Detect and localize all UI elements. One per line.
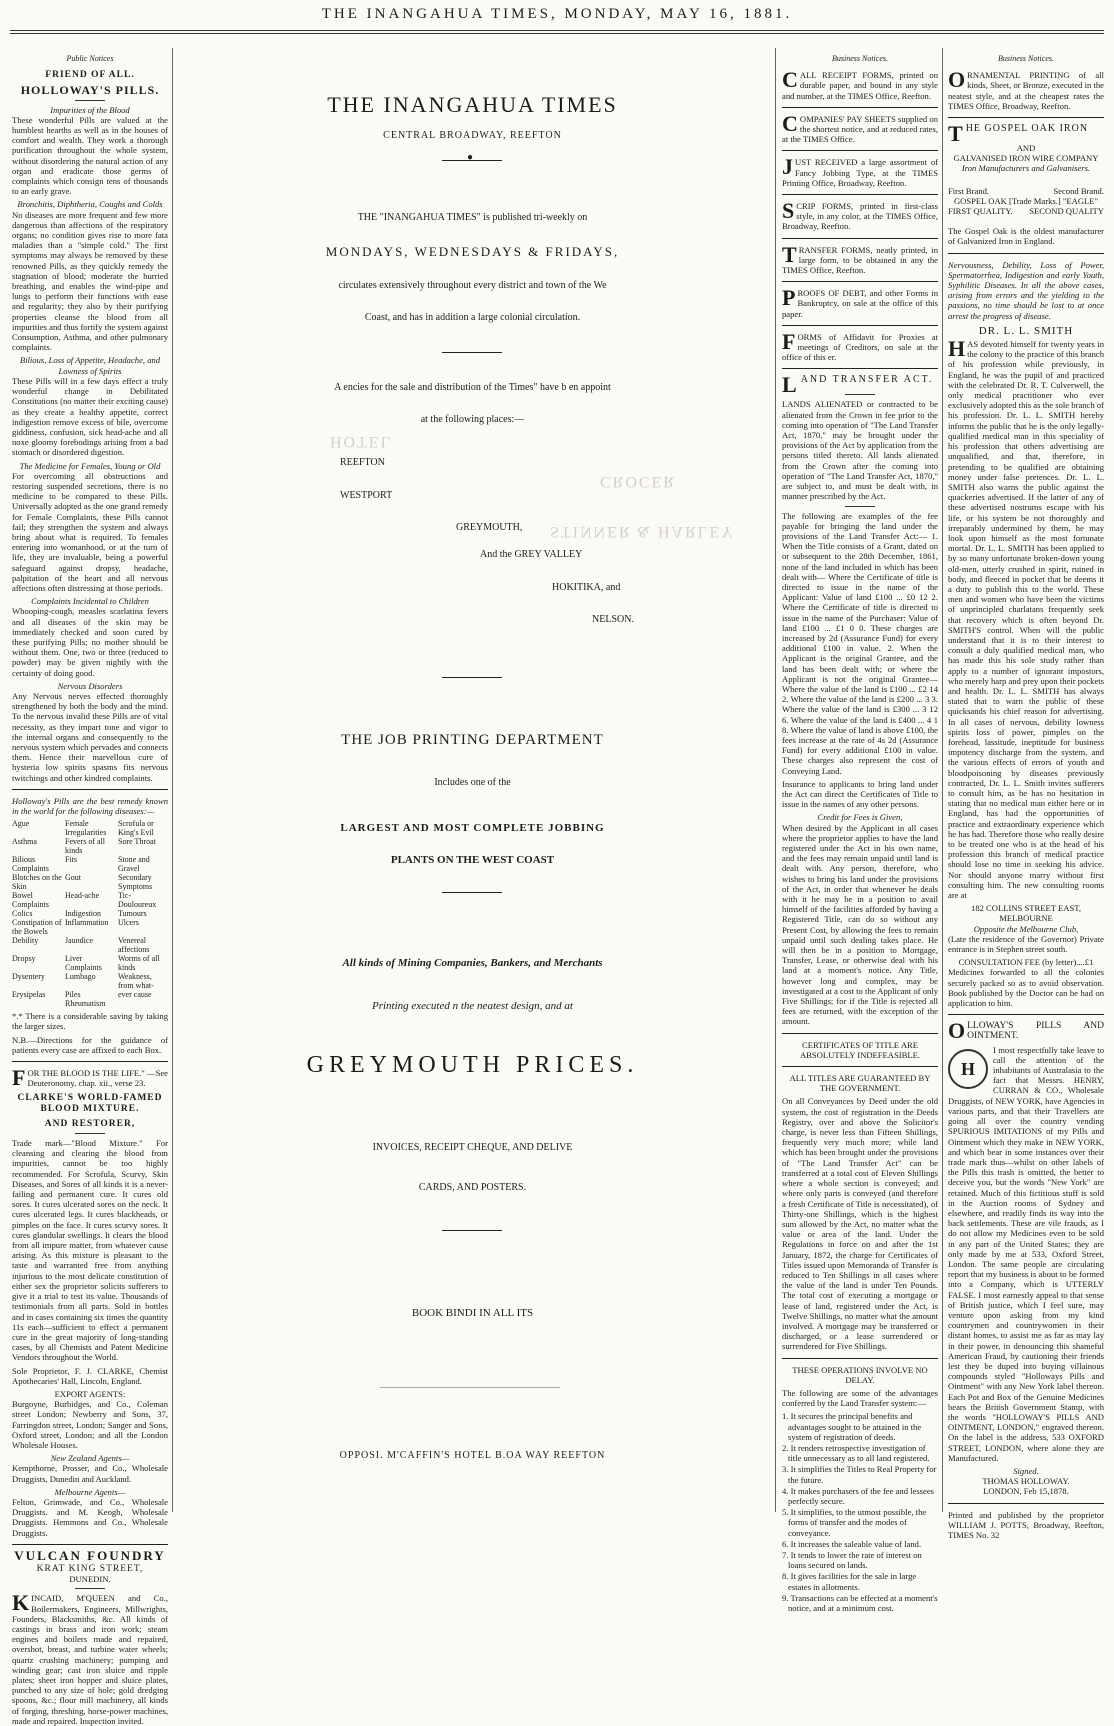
separator <box>442 892 502 893</box>
certificates-title: CERTIFICATES OF TITLE ARE ABSOLUTELY INDEFEASIBLE. <box>799 1039 921 1060</box>
brand-second: Second Brand. <box>1053 185 1104 196</box>
agencies-text: at the following places:— <box>420 414 525 425</box>
brand-first: First Brand. <box>948 185 990 196</box>
section-head: Bronchitis, Diphtheria, Coughs and Colds <box>17 199 163 210</box>
column-divider <box>172 48 173 1512</box>
notice-type: JUST RECEIVED a large assortment of Fancy Jobbing Type, at the TIMES Printing Office, Broadway, Reefton. <box>782 154 938 188</box>
agency-place: HOKITIKA, and <box>552 582 621 593</box>
paper-address: CENTRAL BROADWAY, REEFTON <box>383 130 562 141</box>
body-text: Whooping-cough, measles scarlatina fevers and all diseases of the skin may be immediately checked and soon cured by these purifying Pills; no mother should be without them. One, two or three (reduced to powder) may be given nightly with the certainty of doing good. <box>12 606 168 678</box>
remedy-item: Dysentery <box>12 972 45 982</box>
gospel-company: GALVANISED IRON WIRE COMPANY <box>953 153 1099 164</box>
separator <box>75 1588 105 1589</box>
remedy-item: Asthma <box>12 837 37 847</box>
divider <box>782 1033 938 1034</box>
nervousness-text: Nervousness, Debility, Loss of Power, Spermatorrhea, Indigestion and early Youth, Syphilitic Diseases. In all the above cases, arising from errors and the yielding to the passions, no time should be lost to at once arrest the progress of disease. <box>948 259 1104 321</box>
column-public-notices <box>12 52 168 1726</box>
paper-title: THE INANGAHUA TIMES <box>327 92 618 117</box>
divider <box>782 107 938 108</box>
separator <box>380 1387 560 1388</box>
notice-transfer: TRANSFER FORMS, neatly printed, in large form, to be obtained in any the TIMES Office, Reefton. <box>782 241 938 276</box>
remedy-item: Colics <box>12 909 33 919</box>
intro-text: THE "INANGAHUA TIMES" is published tri-weekly on <box>357 212 588 223</box>
remedy-item: Tic-Douloureux <box>118 891 157 910</box>
show-through-text: CROCER <box>600 473 677 490</box>
body-text: Any Nervous nerves effected thoroughly strengthened by both the body and the mind. To the nervous invalid these Pills are of vital necessity, as they impart tone and vigor to the internal organs and consequently to the nervous system which pervades and connects them. Hence their marvellous cure of hysteria low spirits spasms fits nervous twitchings and other kindred complaints. <box>12 690 168 783</box>
section-head: EXPORT AGENTS: <box>54 1388 126 1399</box>
bookbinding-text: BOOK BINDI IN ALL ITS <box>411 1307 534 1319</box>
agency-place: NELSON. <box>592 614 634 625</box>
divider <box>782 194 938 195</box>
remedy-item: ever cause <box>118 990 152 1000</box>
circulation-text: circulates extensively throughout every district and town of the We <box>338 280 607 291</box>
body-text: Kempthorne, Prosser, and Co., Wholesale Druggists, Dunedin and Auckland. <box>12 1463 168 1484</box>
body-text: Felton, Grimwade, and Co., Wholesale Druggists. and M. Keogh, Wholesale Druggists. Hemmons and Co., Wholesale Druggists. <box>12 1496 168 1538</box>
remedy-item: Ulcers <box>118 918 139 928</box>
notice-proofs: PROOFS OF DEBT, and other Forms in Bankruptcy, on sale at the office of this paper. <box>782 285 938 319</box>
remedy-item: Sore Throat <box>118 837 156 847</box>
remedy-item <box>118 999 168 1008</box>
separator <box>442 352 502 353</box>
gospel-text: The Gospel Oak is the oldest manufacturer of Galvanized Iron in England. <box>948 226 1104 247</box>
masthead-rule-top <box>10 30 1104 31</box>
remedy-item: Liver Complaints <box>65 954 102 973</box>
land-transfer-title: LAND TRANSFER ACT. <box>782 372 934 398</box>
remedy-item: Gout <box>65 873 81 883</box>
divider <box>782 325 938 326</box>
guaranteed-title: ALL TITLES ARE GUARANTEED BY THE GOVERNMENT. <box>789 1073 931 1094</box>
kincaid-text: KINCAID, M'QUEEN and Co., Boilermakers, Engineers, Millwrights, Founders, Blacksmiths, &c. All kinds of castings in brass and iron work; steam engines and boilers made and repaired, overshot, breast, and turbine water wheels; quartz crushing machinery; pumping and winding gear; cast iron sluice and ripple plates; sheet iron hopper and sluice plates, punched to any size of hole; gold dredging spoons, &c.; flour mill machinery, all kinds of forging, threshing, horse-power machines, made and repaired. Inspection invited. <box>12 1590 168 1726</box>
remedy-item: Fevers of all kinds <box>65 837 105 856</box>
remedy-item: Secondary Symptoms <box>118 873 153 892</box>
saving-note: *.* There is a considerable saving by taking the larger sizes. <box>12 1011 168 1032</box>
column-header: Business Notices. <box>998 54 1054 63</box>
gospel-and: AND <box>1016 143 1036 154</box>
gospel-manufacturers: Iron Manufacturers and Galvanisers. <box>961 163 1091 174</box>
show-through-text: HOTEL <box>330 433 393 450</box>
body-text: These Pills will in a few days effect a truly wonderful change in Debilitated Constitutions (no matter their exciting cause) as they create a healthy appetite, correct indigestion remove excess of bile, overcome giddiness, confusion, sick head-ache and all noxe gloomy forebodings arising from a bad stomach or disordered digestion. <box>12 375 168 458</box>
includes-text: Includes one of the <box>434 777 511 788</box>
smith-text: HAS devoted himself for twenty years in the colony to the practice of this branch of his profession while previously, in England, he was the pupil of and practiced with the celebrated Dr. R. T. Culverwell, the only medical practitioner who ever exclusively adopted this as the sole branch of his profession. Dr. L. L. SMITH hereby informs the public that he is the only legally-qualified medical man in this speciality of his profession that others advertising are unqualified, and that, therefore, in pretending to be qualified are obtaining money under false pretences. Dr. L. L. SMITH also warns the public against the quackeries advertised. If the latter of any of these advertised nostrums escape with his life, or his system be not thoroughly and irreparably undermined by them, he may look upon himself as the most fortunate mortal. Dr. L. L. SMITH has been applied to by so many unfortunate broken-down young old-men, utterly crushed in spirit, ruined in body, and fleeced in pocket that he deems it a duty to publish this to the world. These men and women who have been the victims of unprincipled charlatans frequently seek that recovery which is often beyond Dr. SMITH'S control. When will the public understand that it is to their interest to consult a duly qualified medical man, who has made this his sole study rather than apply to a number of ignorant impostors, who merely harp and prey upon their pockets and health. Dr. L. L. SMITH has always stated that to warn the public of these quicksands his chief reason for advertising. In all cases of nervous, debility lowness spirits loss of power, pimples on the forehead, lassitude, ineptitude for business impotency discharge from the system, and the various effects of errors of youth and bloodpoisoning by diseases previously contracted, Dr. L. L. Smith invites sufferers to consult him, as he has no hesitation in stating that no medical man either here or in England, has had the opportunities of practice and extraordinary experience which he has had. Therefore those who really desire to be treated one who is at the head of his profession this branch of medical practice should lose no time in seeking his advice. Nor should anyone marry without first consulting him. The new consulting rooms are at <box>948 336 1104 901</box>
list-item: 3. It simplifies the Titles to Real Property for the future. <box>782 1464 937 1485</box>
agency-place: WESTPORT <box>340 490 393 501</box>
signature-date: LONDON, Feb 15,1878. <box>983 1486 1069 1497</box>
notice-pay-sheets: COMPANIES' PAY SHEETS supplied on the shortest notice, and at reduced rates, at the TIMES Office. <box>782 110 938 145</box>
divider <box>948 117 1104 118</box>
divider <box>12 1544 168 1545</box>
proprietor-text: Sole Proprietor, F. J. CLARKE, Chemist Apothecaries' Hall, Lincoln, England. <box>12 1365 168 1386</box>
separator <box>845 394 875 395</box>
section-head: Complaints Incidental to Children <box>31 596 149 607</box>
section-head: Nervous Disorders <box>57 680 123 691</box>
remedy-intro: Holloway's Pills are the best remedy known in the world for the following diseases:— <box>12 795 168 817</box>
column-times-advert <box>180 52 765 1512</box>
remedy-item: Worms of all kinds <box>118 954 160 973</box>
notice-forms: FORMS of Affidavit for Proxies at meetings of Creditors, on sale at the office of this er. <box>782 328 938 363</box>
divider <box>782 150 938 151</box>
ornament-dot: ● <box>467 152 474 163</box>
remedy-item: Bowel Complaints <box>12 891 49 910</box>
body-text: On all Conveyances by Deed under the old system, the cost of registration in the Deeds Registry, over and above the Solicitor's charge, is never less than Fifteen Shillings, frequently very much more; while land which has been brought under the provisions of "The Land Transfer Act" can be transferred at a total cost of Eleven Shillings where a whole section is conveyed; and where only parts is conveyed (and therefore a fresh Certificate of Title is necessitated), of Thirty-one Shillings, which is the highest sum allowed by the Act, no matter what the value or area of the land. Under the Regulations in force on and after the 1st January, 1872, the charge for Certificates of Titles issued upon Memoranda of Transfer is reduced to Ten Shillings in all cases where the value of the land is under Ten Pounds. The total cost of executing a mortgage or lease of land, registered under the Act, is Twelve Shillings, no matter what the amount involved. A mortgage may be transferred or discharged, or a lease surrendered or surrendered for Five Shillings. <box>782 1096 938 1352</box>
holloway-notice-text: H I most respectfully take leave to call the attention of the inhabitants of Australasia to the fact that Messrs. HENRY, CURRAN & CO., Wholesale Druggists, of NEW YORK, have Agencies in various parts, and that their Travellers are going all over the country vending SPURIOUS IMITATIONS of my Pills and Ointment which they make in NEW YORK, and which bear in some instances over their trade mark thus—whilst on other labels of the Pills this trash is omitted, the better to deceive you, but the words "New York" are retained. Much of this fictitious stuff is sold in the Auction rooms of Sydney and elsewhere, and readily finds its way into the back settlements. These are vile frauds, as I do not allow my Medicines even to be sold in any part of the United States; they are only made by me at 533, Oxford Street, London. The same people are circulating report that my business is about to be formed into a Company, which is UTTERLY FALSE. I most earnestly appeal to that sense of British justice, which I feel sure, may venture upon asking from my kind countrymen and countrywomen in their distant homes, to assist me as far as may lay in their power, in denouncing this shameful American Fraud, by cautioning their friends lest they be duped into buying villainous compounds styled "Holloways Pills and Ointment" with any New York label thereon. Each Pot and Box of the Genuine Medicines bears the British Government Stamp, with the words "HOLLOWAY'S PILLS AND OINTMENT, LONDON," engraved thereon. On the label is the address, 533 OXFORD STREET, LONDON, where alone they are Manufactured. <box>948 1044 1104 1463</box>
remedy-item: Stone and Gravel <box>118 855 150 874</box>
printing-text: Printing executed n the neatest design, and at <box>371 1000 573 1012</box>
divider <box>782 368 938 369</box>
blood-title: FOR THE BLOOD IS THE LIFE." —See Deuteronomy, chap. xii., verse 23. <box>12 1065 168 1091</box>
clarkes-title: CLARKE'S WORLD-FAMED BLOOD MIXTURE. <box>17 1093 163 1114</box>
remedy-item: Dropsy <box>12 954 36 964</box>
remedy-item: Bilious Complaints <box>12 855 49 874</box>
remedy-item: Ague <box>12 819 30 829</box>
opposite-text: OPPOSI. M'CAFFIN'S HOTEL B.OA WAY REEFTON <box>339 1450 606 1461</box>
vulcan-city: DUNEDIN. <box>69 1574 111 1585</box>
remedy-item: Jaundice <box>65 936 93 946</box>
body-text: No diseases are more frequent and few more dangerous than affections of the respiratory organs; no condition gives rise to more fata maladies than a "simple cold." The first symptoms may always be removed by these renowned Pills, as they quickly remedy the stagnation of blood; moderate the hurried breathing, and enables the wind-pipe and lungs to perform their functions with ease and regularity; they also by their purifying properties cleanse the blood from all impurities and thus fortify the system against Consumption, Asthma, and other pulmonary complaints. <box>12 209 168 353</box>
agency-place: GREYMOUTH, <box>456 522 523 533</box>
section-head: Melbourne Agents— <box>54 1486 126 1497</box>
separator <box>845 506 875 507</box>
cards-text: CARDS, AND POSTERS. <box>418 1182 527 1193</box>
list-item: 2. It renders retrospective investigation of title unnecessary as to all land registered. <box>782 1442 930 1464</box>
column-divider <box>942 48 943 1512</box>
notice-ornamental: ORNAMENTAL PRINTING of all kinds, Sheet, or Bronze, executed in the neatest style, and at the cheapest rates the TIMES Office, Broadway, Reefton. <box>948 67 1104 111</box>
remedy-item: Rheumatism <box>65 999 106 1009</box>
brand-row <box>948 186 1104 196</box>
column-divider <box>775 48 776 1512</box>
body-text: LANDS ALIENATED or contracted to be alienated from the Crown in fee prior to the coming into operation of "The Land Transfer Act, 1870," may be brought under the provisions of the Act by application from the persons titled thereto. All lands alienated from the Crown after the coming into operation of "The Land Transfer Act, 1870," are subject to, and must be dealt with, in manner prescribed by the Act. <box>782 399 938 502</box>
masthead: THE INANGAHUA TIMES, MONDAY, MAY 16, 1881. <box>321 6 793 22</box>
vulcan-street: KRAT KING STREET, <box>36 1563 144 1574</box>
holloway-notice-title: OLLOWAY'S PILLS AND OINTMENT. <box>948 1018 1104 1044</box>
body-text: Burgoyne, Burbidges, and Co., Coleman street London; Newberry and Sons, 37, Farringdon street, London; Sanger and Sons, Oxford street, London; and all the London Wholesale Houses. <box>12 1399 168 1450</box>
smith-forward: Medicines forwarded to all the colonies securely packed so as to avoid observation. Book published by the Doctor can be had on application to him. <box>948 967 1104 1009</box>
holloway-title: HOLLOWAY'S PILLS. <box>20 83 160 98</box>
section-head: Impurities of the Blood <box>50 104 130 115</box>
divider <box>948 253 1104 254</box>
column-business-notices-2 <box>948 52 1104 1541</box>
smith-address: 182 COLLINS STREET EAST, MELBOURNE <box>971 903 1081 924</box>
remedy-item <box>12 999 62 1008</box>
friend-title: FRIEND OF ALL. <box>45 70 135 81</box>
list-item: 4. It makes purchasers of the fee and lessees perfectly secure. <box>782 1485 935 1506</box>
remedy-item: Venereal affections <box>118 936 150 955</box>
plants-text: PLANTS ON THE WEST COAST <box>390 854 555 866</box>
restorer-title: AND RESTORER, <box>44 1118 136 1129</box>
column-business-notices <box>782 52 938 1614</box>
agencies-text: A encies for the sale and distribution of the Times" have b en appoint <box>334 382 611 393</box>
list-item: 9. Transactions can be effected at a moment's notice, and at a minimum cost. <box>782 1592 938 1614</box>
holloway-seal-icon: H <box>948 1049 988 1089</box>
remedy-item: Head-ache <box>65 891 100 901</box>
section-head: Bilious, Loss of Appetite, Headache, and Lowness of Spirits <box>19 355 161 376</box>
notice-scrip: SCRIP FORMS, printed in first-class style, in any color, at the TIMES Office, Broadway, Reefton. <box>782 198 938 232</box>
kinds-text: All kinds of Mining Companies, Bankers, and Merchants <box>342 957 603 969</box>
greymouth-prices: GREYMOUTH PRICES. <box>306 1052 639 1078</box>
brand-mark: GOSPEL OAK [Trade Marks.] "EAGLE" <box>953 195 1099 206</box>
remedy-item: Constipation of the Bowels <box>12 918 62 937</box>
divider <box>948 1014 1104 1015</box>
divider <box>782 1358 938 1359</box>
quality-first: FIRST QUALITY. <box>948 206 1013 217</box>
smith-opposite: Opposite the Melbourne Club, <box>973 923 1079 934</box>
remedy-item: Weakness, from what- <box>118 972 154 991</box>
smith-late: (Late the residence of the Governor) Private entrance is in Stephen street south. <box>948 933 1104 955</box>
remedy-item: Indigestion <box>65 909 101 919</box>
largest-text: LARGEST AND MOST COMPLETE JOBBING <box>340 822 605 834</box>
gospel-title: THE GOSPEL OAK IRON <box>948 121 1089 147</box>
list-item: 8. It gives facilities for the sale in large estates in allotments. <box>782 1571 917 1592</box>
divider <box>782 281 938 282</box>
vulcan-title: VULCAN FOUNDRY <box>14 1547 166 1563</box>
body-text: The following are examples of the fee payable for bringing the land under the provisions of the Land Transfer Act:— 1. When the Title consists of a Grant, dated on or subsequent to the 28th December, 1861, none of the land included in which has been dealt with— Where the Certificate of title is directed to issue in the name of the Applicant: Value of land £100 ... £0 12 2. Where the Certificate of title is directed to issue in the name of the Purchaser: Value of land £100 ... £1 0 0. These charges are increased by 2d (Assurance Fund) for every additional £100 in value. 2. When the Applicant is the original Grantee, and the land has been dealt with; or where the Applicant is not the original Grantee— Where the value of the land is £100 ... £2 14 2. Where the value of the land is £200 ... 3 3. Where the value of the land is £300 ... 3 12 6. Where the value of the land is £400 ... 4 1 8. Where the value of land is above £100, the fees increase at the rate of 4s 2d (Assurance Fund) for every additional £100 in value. These charges also represent the cost of Conveying Land. <box>782 510 938 776</box>
remedy-item: Tumours <box>118 909 147 919</box>
signature: THOMAS HOLLOWAY. <box>982 1476 1070 1487</box>
list-item: 5. It simplifies, to the utmost possible, the forms of transfer and the modes of conveyance. <box>782 1507 927 1538</box>
remedy-item: Erysipelas <box>12 990 46 1000</box>
show-through-text: STINNER & HARLEY <box>550 523 735 540</box>
remedy-item: Blotches on the Skin <box>12 873 62 892</box>
body-text: Insurance to applicants to bring land under the Act can direct the Certificates of Title to issue in the names of any other persons. <box>782 778 938 810</box>
remedy-item: Inflammation <box>65 918 109 928</box>
operations-title: THESE OPERATIONS INVOLVE NO DELAY. <box>792 1364 928 1385</box>
remedy-item: Piles <box>65 990 81 1000</box>
remedy-item: Female Irregularities <box>65 819 107 838</box>
job-printing-title: THE JOB PRINTING DEPARTMENT <box>341 732 604 748</box>
remedy-item: Scrofula or King's Evil <box>118 819 154 838</box>
separator <box>75 1133 105 1134</box>
section-head: New Zealand Agents— <box>50 1453 130 1464</box>
remedy-item: Debility <box>12 936 39 946</box>
body-text: For overcoming all obstructions and restoring suspended secretions, there is no medicine to be compared to these Pills. Universally adopted as the one grand remedy for Female Complaints, these Pills cannot fail; they strengthen the system and always bring about what is required. To females entering into womanhood, or at the turn of life, they are invaluable, being a powerful safeguard against dropsy, headache, palpitation of the heart and all nervous affections often distressing at those periods. <box>12 470 168 593</box>
smith-title: DR. L. L. SMITH <box>978 324 1074 337</box>
circulation-text: Coast, and has in addition a large colonial circulation. <box>364 312 581 323</box>
quality-second: SECOND QUALITY <box>1029 206 1104 217</box>
body-text: These wonderful Pills are valued at the humblest hearths as well as in the houses of comfort and wealth. They work a thorough purification throughout the whole system, without disordering the natural action of any organ and eradicate those germs of complaints which consign tens of thousands to an early grave. <box>12 114 168 197</box>
masthead-rule-bottom <box>10 33 1104 34</box>
divider <box>948 1503 1104 1504</box>
agency-place: And the GREY VALLEY <box>480 549 583 560</box>
divider <box>12 789 168 790</box>
remedy-item: Lumbago <box>65 972 96 982</box>
body-text: When desired by the Applicant in all cases where the proprietor applies to have the land registered under the Act in his own name, and the fees may remain unpaid until land is dealt with. Any person, therefore, who wishes to bring his land under the provisions of the Act, in order that whenever he deals with it he may be in a position to avail himself of the facilities afforded by having a Registered Title, can do so without any Present Cost, by allowing the fees to remain unpaid until such dealing takes place. He will then be in a position to Mortgage, Transfer, Lease, or otherwise deal with his land at a moment's notice. Any Title, however long and complex, may be investigated at a cost to the Applicant of only Five Shillings; for if the Title is rejected all fees are returned, with the exception of the amount. <box>782 822 938 1027</box>
separator <box>75 100 105 101</box>
smith-fee: CONSULTATION FEE (by letter)....£1 <box>958 957 1094 968</box>
publication-days: MONDAYS, WEDNESDAYS & FRIDAYS, <box>325 244 620 259</box>
divider <box>12 1061 168 1062</box>
list-item: 1. It secures the principal benefits and advantages sought to be attained in the system of registration of deeds. <box>782 1411 922 1442</box>
separator <box>442 1230 502 1231</box>
list-item: 6. It increases the saleable value of land. <box>782 1538 922 1549</box>
body-text: The following are some of the advantages conferred by the Land Transfer system:— <box>782 1387 938 1409</box>
separator <box>442 677 502 678</box>
imprint: Printed and published by the proprietor WILLIAM J. POTTS, Broadway, Reefton, TIMES No. 32 <box>948 1509 1104 1541</box>
body-text: Trade mark—"Blood Mixture." For cleansing and clearing the blood from impurities, cannot be too highly recommended. For Scrofula, Scurvy, Skin Diseases, and Sores of all kinds it is a never-failing and permanent cure. It cures old sores. It cures ulcerated sores on the neck. It cures ulcerated legs. It cures blackheads, or pimples on the face. It cures scurvy sores. It cures glandular swellings. It clears the blood from all impure matter, from whatever cause arising. As this mixture is pleasant to the taste and warranted free from anything injurious to the most delicate constitution of either sex the proprietor solicits sufferers to give it a trial to test its value. Thousands of testimonials from all parts. Sold in bottles and in cases containing six times the quantity 11s each—sufficient to effect a permanent cure in the great majority of long-standing cases, by all Chemists and Patent Medicine Vendors throughout the World. <box>12 1138 168 1363</box>
list-item: 7. It tends to lower the rate of interest on loans secured on lands. <box>782 1550 922 1571</box>
section-head: Credit for Fees is Given, <box>817 812 903 823</box>
quality-row <box>948 206 1104 216</box>
agency-place: REEFTON <box>340 457 385 468</box>
section-head: The Medicine for Females, Young or Old <box>19 460 161 471</box>
remedy-item: Fits <box>65 855 78 865</box>
column-header: Public Notices <box>66 54 114 63</box>
invoices-text: INVOICES, RECEIPT CHEQUE, AND DELIVE <box>372 1142 573 1153</box>
divider <box>782 238 938 239</box>
signed: Signed. <box>1013 1466 1039 1476</box>
remedy-list <box>12 819 168 1008</box>
notice-call-receipt: CALL RECEIPT FORMS, printed on durable paper, and bound in any style and number, at the TIMES Office, Reefton. <box>782 67 938 101</box>
divider <box>782 1066 938 1067</box>
column-header: Business Notices. <box>832 54 888 63</box>
directions-note: N.B.—Directions for the guidance of patients every case are affixed to each Box. <box>12 1034 168 1055</box>
